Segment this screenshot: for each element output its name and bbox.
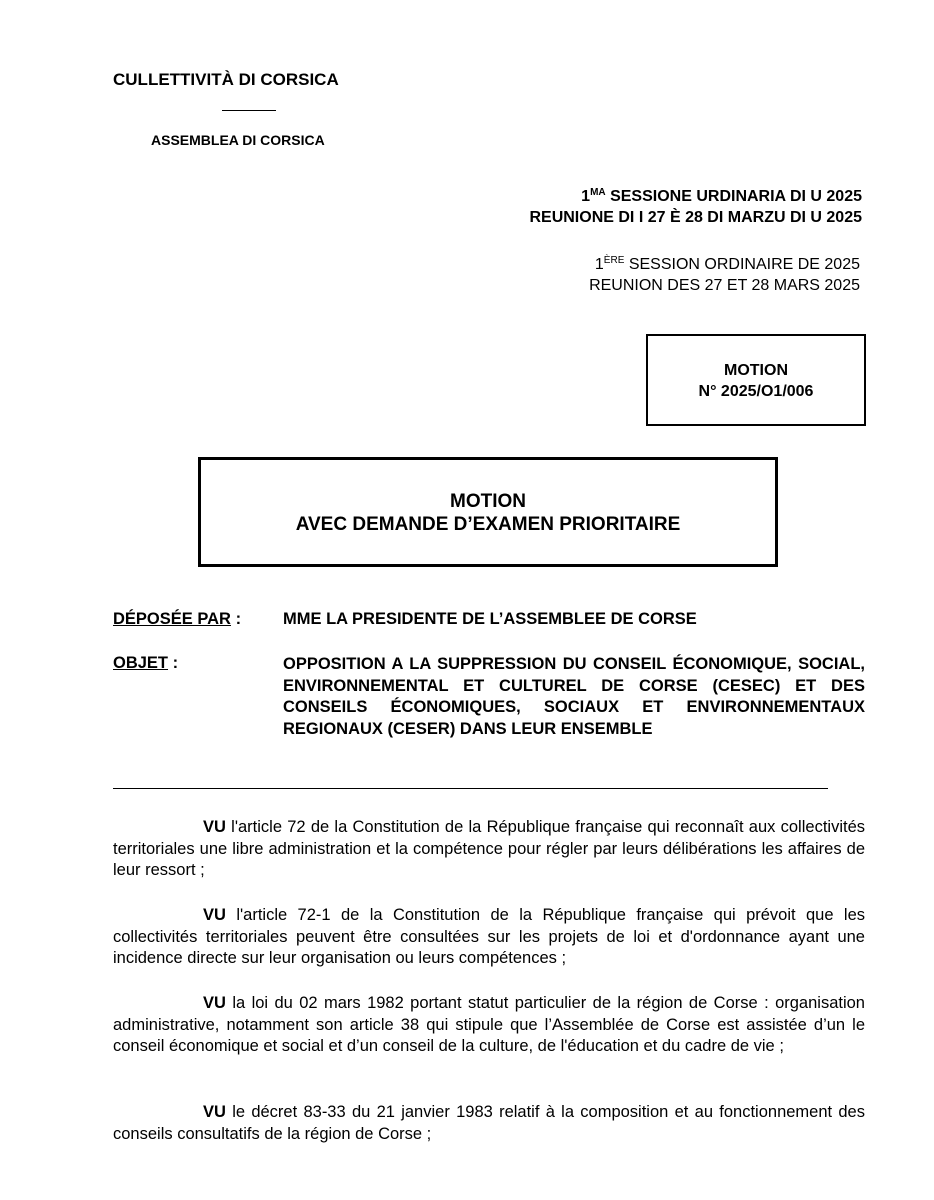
organization-title: CULLETTIVITÀ DI CORSICA xyxy=(113,70,339,89)
motion-ref-number: N° 2025/O1/006 xyxy=(698,383,814,400)
paragraph-vu-3: VU la loi du 02 mars 1982 portant statut particulier de la région de Corse : organisation administrative, notamment son article 38 qui stipule que l’Assemblée de Corse est assistée d’un le conseil économique et social et d’un conseil de la culture, de l'éducation et du cadre de vie ; xyxy=(113,994,865,1055)
paragraph-vu-1: VU l'article 72 de la Constitution de la République française qui reconnaît aux collectivités territoriales une libre administration et la compétence pour régler par leurs délibérations les affaires de leur ressort ; xyxy=(113,818,865,879)
assembly-title: ASSEMBLEA DI CORSICA xyxy=(151,132,325,148)
header-divider xyxy=(222,110,276,111)
motion-title-box xyxy=(198,457,778,567)
session-corsican-line2: REUNIONE DI I 27 È 28 DI MARZU DI U 2025 xyxy=(529,209,862,226)
objet-label: OBJET : xyxy=(113,654,179,672)
session-corsican xyxy=(529,186,862,228)
paragraph-vu-2: VU l'article 72-1 de la Constitution de la République française qui prévoit que les collectivités territoriales peuvent être consultées sur les projets de loi et d'ordonnance ayant une incidence directe sur leur organisation ou leurs compétences ; xyxy=(113,906,865,967)
section-divider xyxy=(113,788,828,789)
motion-reference-box xyxy=(646,334,866,426)
motion-title-line2: AVEC DEMANDE D’EXAMEN PRIORITAIRE xyxy=(295,514,681,535)
session-french-line2: REUNION DES 27 ET 28 MARS 2025 xyxy=(589,277,860,294)
paragraph-vu-4: VU le décret 83-33 du 21 janvier 1983 relatif à la composition et au fonctionnement des conseils consultatifs de la région de Corse ; xyxy=(113,1103,865,1143)
deposee-label: DÉPOSÉE PAR : xyxy=(113,610,242,628)
deposee-value: MME LA PRESIDENTE DE L’ASSEMBLEE DE CORSE xyxy=(283,610,697,628)
session-corsican-line1: $1^{MA}$ SESSIONE URDINARIA DI U 2025 xyxy=(581,187,862,205)
motion-ref-label: MOTION xyxy=(724,362,788,379)
session-french-line1: 1ÈRE SESSION ORDINAIRE DE 2025 xyxy=(594,255,860,273)
session-french xyxy=(589,254,860,296)
objet-value: OPPOSITION A LA SUPPRESSION DU CONSEIL ÉCONOMIQUE, SOCIAL, ENVIRONNEMENTAL ET CULTUREL DE CORSE (CESEC) ET DES CONSEILS ÉCONOMIQUES, SOCIAUX ET ENVIRONNEMENTAUX REGIONAUX (CESER) DANS LEUR ENSEMBLE xyxy=(283,655,865,738)
motion-title-line1: MOTION xyxy=(450,491,526,512)
